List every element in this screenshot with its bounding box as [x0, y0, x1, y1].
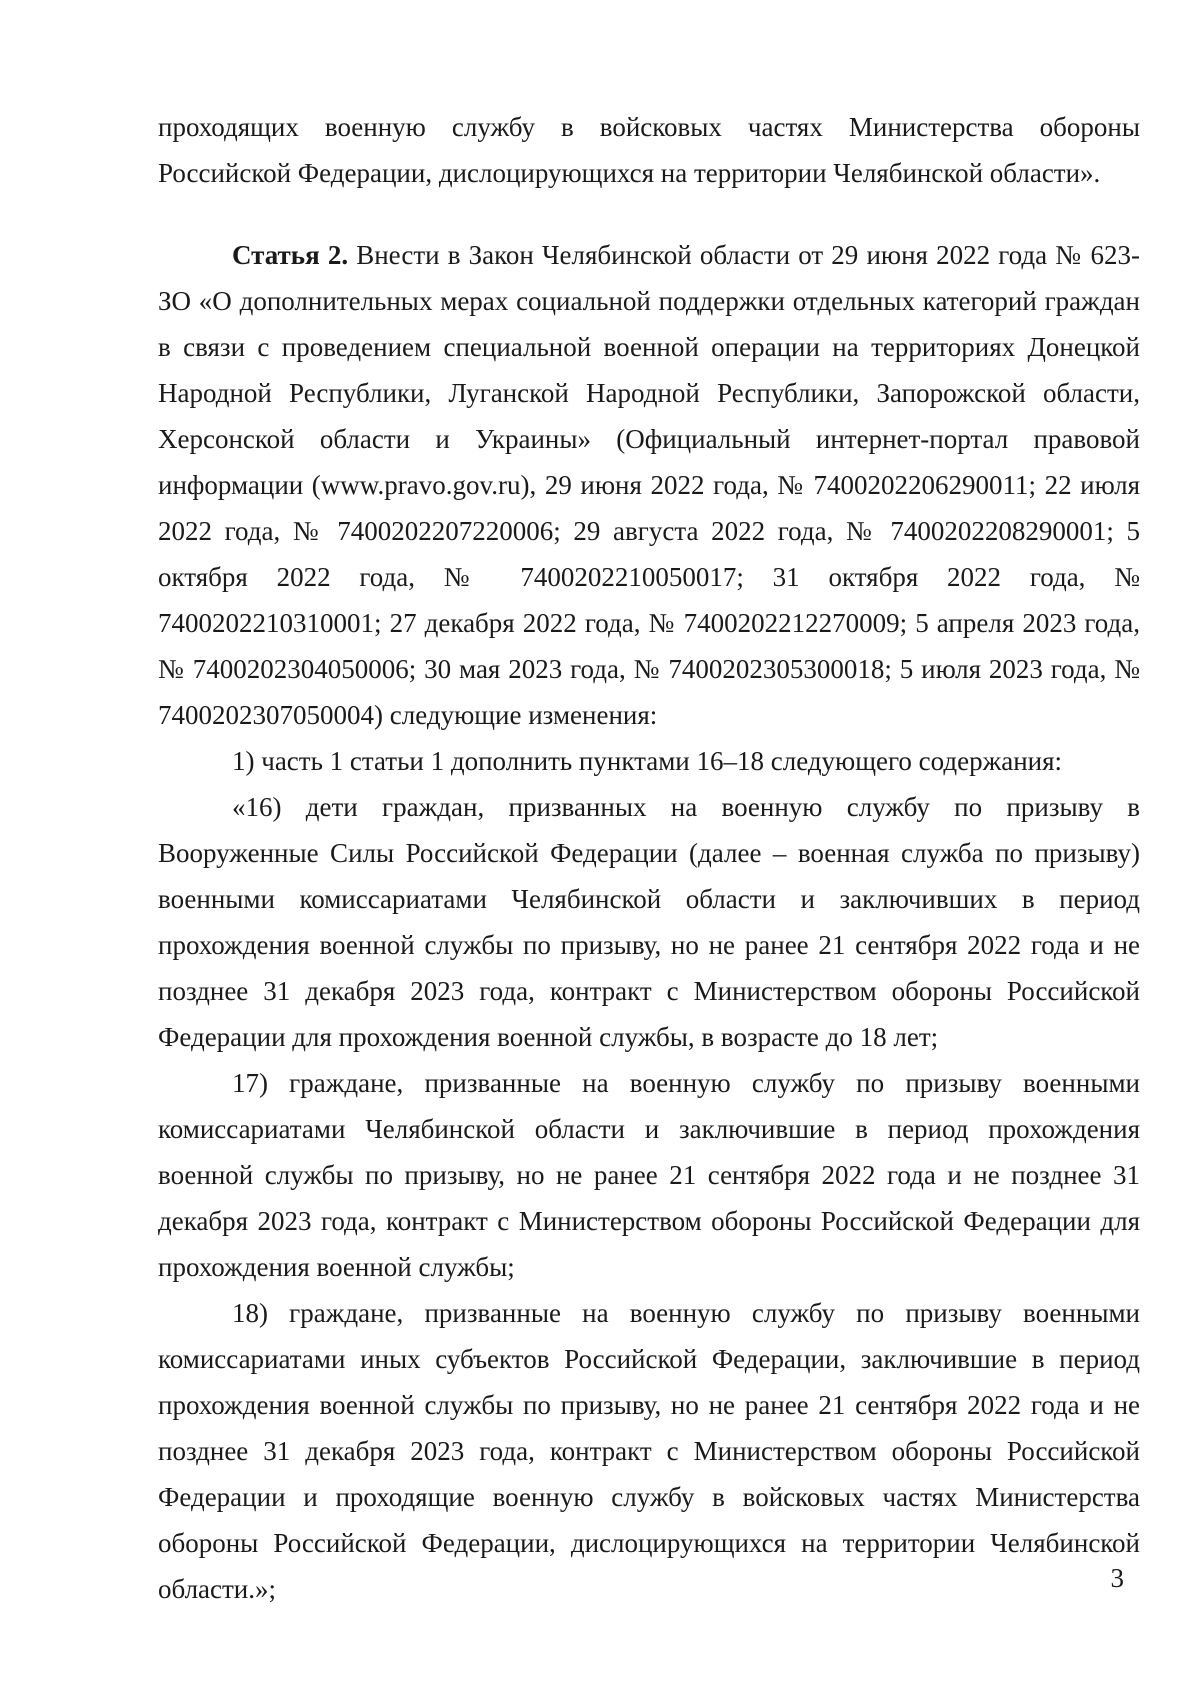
article-text: Внести в Закон Челябинской области от 29 июня 2022 года № 623-ЗО «О дополнительных мерах социальной поддержки отдельных категорий граждан в связи с проведением специальной военной операции на территориях Донецкой Народной Республики, Луганской Народной Республики, Запорожской области, Херсонской области и Украины» (Официальный интернет-портал правовой информации (www.pravo.gov.ru), 29 июня 2022 года, № 7400202206290011; 22 июля 2022 года, № 7400202207220006; 29 августа 2022 года, № 7400202208290001; 5 октября 2022 года, № 7400202210050017; 31 октября 2022 года, № 7400202210310001; 27 декабря 2022 года, № 7400202212270009; 5 апреля 2023 года, № 7400202304050006; 30 мая 2023 года, № 7400202305300018; 5 июля 2023 года, № 7400202307050004) следующие изменения: — [158, 240, 1140, 730]
page-number: 3 — [1110, 1563, 1124, 1593]
document-page — [158, 104, 1140, 1612]
item-1-paragraph: 1) часть 1 статьи 1 дополнить пунктами 16–18 следующего содержания: — [232, 746, 1063, 776]
item-17-paragraph: 17) граждане, призванные на военную службу по призыву военными комиссариатами Челябинской области и заключившие в период прохождения военной службы по призыву, но не ранее 21 сентября 2022 года и не позднее 31 декабря 2023 года, контракт с Министерством обороны Российской Федерации для прохождения военной службы; — [158, 1068, 1140, 1282]
item-16-paragraph: «16) дети граждан, призванных на военную службу по призыву в Вооруженные Силы Российской Федерации (далее – военная служба по призыву) военными комиссариатами Челябинской области и заключивших в период прохождения военной службы по призыву, но не ранее 21 сентября 2022 года и не позднее 31 декабря 2023 года, контракт с Министерством обороны Российской Федерации для прохождения военной службы, в возрасте до 18 лет; — [158, 792, 1140, 1052]
article-2-paragraph — [158, 232, 1140, 738]
continuation-paragraph: проходящих военную службу в войсковых частях Министерства обороны Российской Федерации, дислоцирующихся на территории Челябинской области». — [158, 112, 1140, 188]
item-18-paragraph: 18) граждане, призванные на военную службу по призыву военными комиссариатами иных субъектов Российской Федерации, заключившие в период прохождения военной службы по призыву, но не ранее 21 сентября 2022 года и не позднее 31 декабря 2023 года, контракт с Министерством обороны Российской Федерации и проходящие военную службу в войсковых частях Министерства обороны Российской Федерации, дислоцирующихся на территории Челябинской области.»; — [158, 1298, 1140, 1604]
article-label: Статья 2. — [232, 240, 349, 270]
paragraph-gap — [158, 196, 1140, 232]
